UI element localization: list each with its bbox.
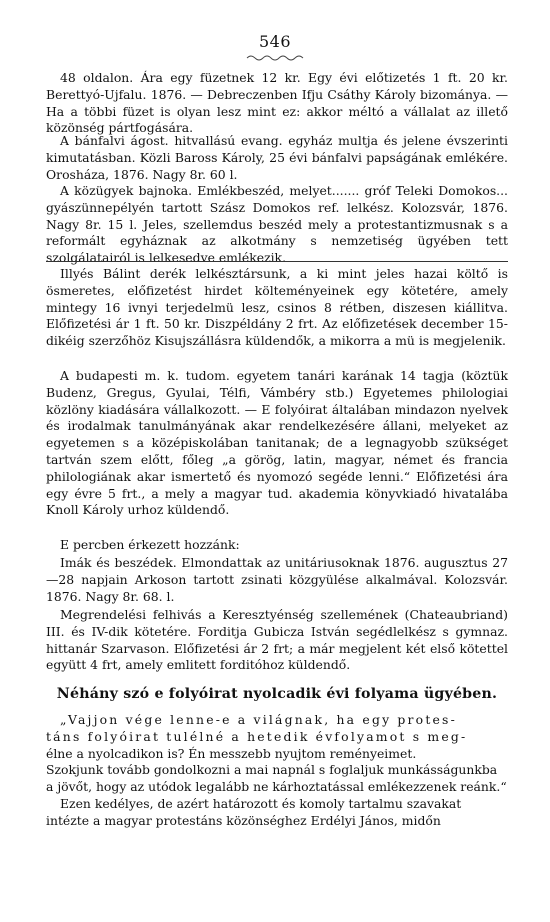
ornament-rule [245, 53, 305, 61]
body-line: Ezen kedélyes, de azért határozott és komoly tartalmu szavakat [60, 795, 462, 811]
notice-banfalvi: A bánfalvi ágost. hitvallású evang. egyház multja és jelene évszerinti kimutatásban. Közli Baross Károly, 25 évi bánfalvi papságának emlékére. Orosháza, 1876. Nagy 8r. 60 l. [46, 133, 508, 182]
body-line: Szokjunk tovább gondolkozni a mai napnál s foglaljuk munkásságunkba [46, 762, 498, 778]
body-line: táns folyóirat tulélné a hetedik évfolyamot s meg- [46, 728, 468, 744]
notice-keresztyenseg: Megrendelési felhivás a Keresztyénség szellemének (Chateaubriand) III. és IV-dik kötetére. Forditja Gubicza István segédlelkész s gymnaz. hittanár Szarvason. Előfizetési ár 2 frt; a már megjelent két első kötettel együtt 4 frt, amely emlitett forditóhoz küldendő. [46, 607, 508, 673]
article-body [46, 712, 508, 830]
notice-imak-es-beszedek: Imák és beszédek. Elmondattak az unitáriusoknak 1876. augusztus 27—28 napjain Arkoson tartott zsinati közgyülése alkalmával. Kolozsvár. 1876. Nagy 8r. 68. l. [46, 555, 508, 604]
body-line: intézte a magyar protestáns közönséghez Erdélyi János, midőn [46, 812, 441, 828]
notice-philologiai-kozlony: A budapesti m. k. tudom. egyetem tanári karának 14 tagja (köztük Budenz, Gregus, Gyulai, Télfi, Vámbéry stb.) Egyetemes philologiai közlöny kiadására vállalkozott. — E folyóirat általában mindazon nyelvek és irodalmak tanulmányának akar rendelkezésére állani, melyeket az egyetemen s a középiskolában tanitanak; de a legnagyobb szükséget tartván szem előtt, főleg „a görög, latin, magyar, német és francia philologiának akar ismertető és nyomozó segéde lenni.“ Előfizetési ára egy évre 5 frt., a mely a magyar tud. akademia könyvkiadó hivatalába Knoll Károly urhoz küldendő. [46, 368, 508, 518]
notice-berettyo: 48 oldalon. Ára egy füzetnek 12 kr. Egy évi előtizetés 1 ft. 20 kr. Berettyó-Ujfalu. 1876. — Debreczenben Ifju Csáthy Károly bizománya. — Ha a többi füzet is olyan lesz mint ez: akkor méltó a vállalat az illető közönség pártfogására. [46, 70, 508, 136]
notice-received-heading: E percben érkezett hozzánk: [60, 537, 240, 552]
notice-illyes-balint: Illyés Bálint derék lelkésztársunk, a ki mint jeles hazai költő is ösmeretes, előfizetést hirdet költeményeinek egy kötetére, amely mintegy 16 ivnyi terjedelmü lesz, csinos 8 rétben, diszesen kiállitva. Előfizetési ár 1 ft. 50 kr. Diszpéldány 2 frt. Az előfizetések december 15-dikéig szerzőhöz Kisujszállásra küldendők, a mikorra a mü is megjelenik. [46, 266, 508, 349]
article-heading: Néhány szó e folyóirat nyolcadik évi folyama ügyében. [56, 686, 498, 702]
body-line: „Vajjon vége lenne-e a világnak, ha egy protes- [60, 712, 457, 727]
body-line: a jövőt, hogy az utódok legalább ne kárhoztatással emlékezzenek reánk.“ [46, 779, 507, 795]
page-number: 546 [258, 32, 292, 51]
notice-kozugyek-bajnoka: A közügyek bajnoka. Emlékbeszéd, melyet....... gróf Teleki Domokos... gyászünnepélyén tartott Szász Domokos ref. lelkész. Kolozsvár, 1876. Nagy 8r. 15 l. Jeles, szellemdus beszéd mely a protestantizmusnak s a reformált egyháznak az alkotmány s nemzetiség ügyében tett szolgálatairól is lelkesedve emlékezik. [46, 183, 508, 266]
section-divider [46, 261, 508, 262]
body-line: élne a nyolcadikon is? Én messzebb nyujtom reményeimet. [46, 745, 417, 761]
